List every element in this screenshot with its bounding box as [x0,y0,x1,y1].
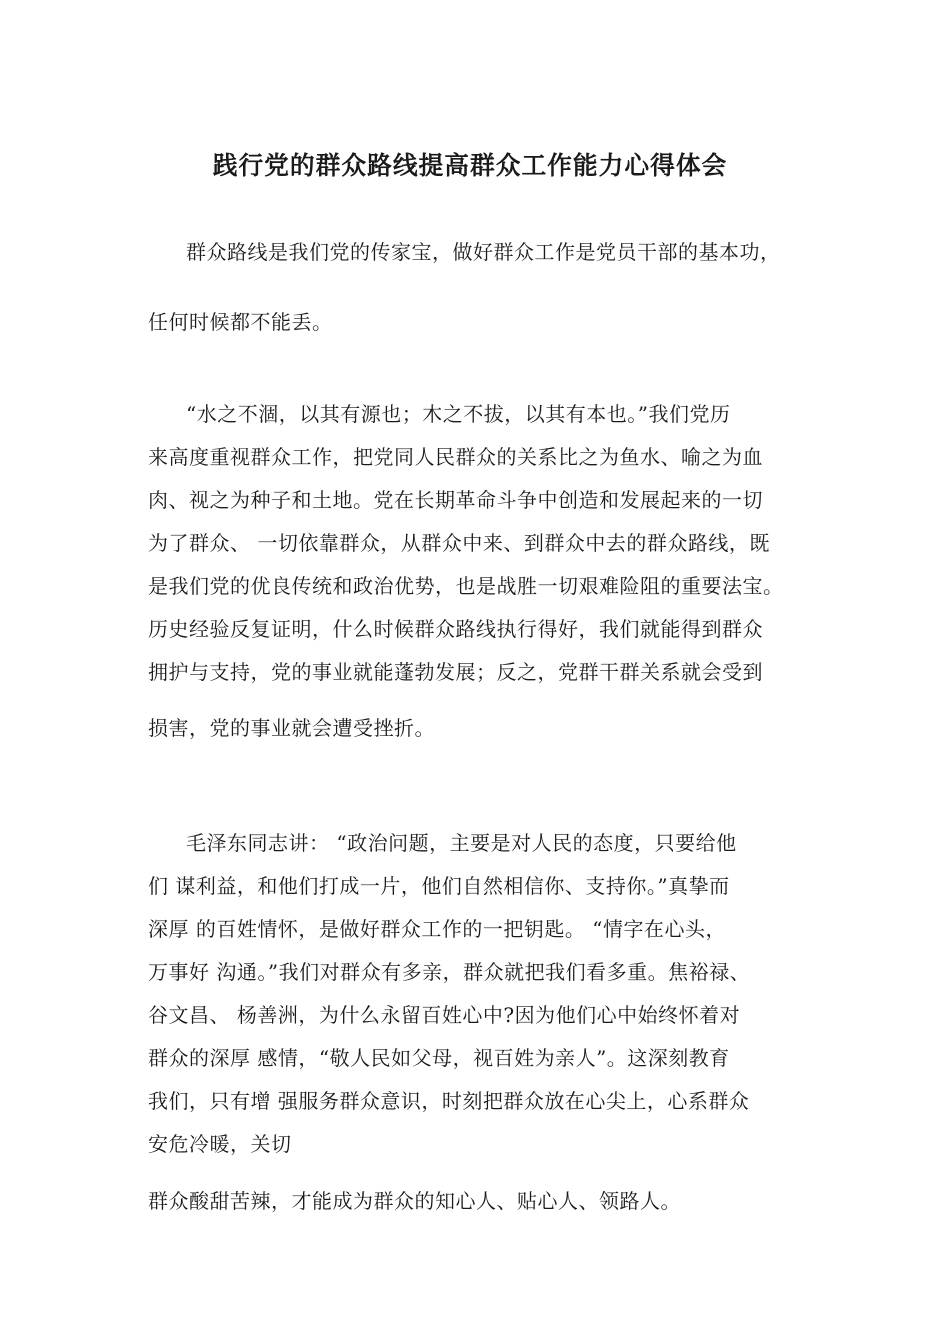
paragraph-3-line-9: 群众酸甜苦辣，才能成为群众的知心人、贴心人、领路人。 [148,1189,681,1213]
document-title: 践行党的群众路线提高群众工作能力心得体会 [212,151,728,180]
paragraph-3-line-1: 毛泽东同志讲： “政治问题，主要是对人民的态度，只要给他 [186,831,737,855]
paragraph-2-line-3: 肉、视之为种子和土地。党在长期革命斗争中创造和发展起来的一切 [148,488,763,512]
paragraph-2-line-8: 损害，党的事业就会遭受挫折。 [148,716,435,740]
paragraph-3-line-2: 们 谋利益，和他们打成一片，他们自然相信你、支持你。”真挚而 [148,874,730,898]
paragraph-3-line-8: 安危冷暖，关切 [148,1132,292,1156]
paragraph-2-line-2: 来高度重视群众工作，把党同人民群众的关系比之为鱼水、喻之为血 [148,445,763,469]
paragraph-3-line-3: 深厚 的百姓情怀，是做好群众工作的一把钥匙。 “情字在心头， [148,917,726,941]
paragraph-3-line-6: 群众的深厚 感情，“敬人民如父母，视百姓为亲人”。这深刻教育 [148,1046,730,1070]
paragraph-2-line-6: 历史经验反复证明，什么时候群众路线执行得好，我们就能得到群众 [148,617,763,641]
paragraph-2-line-4: 为了群众、 一切依靠群众，从群众中来、到群众中去的群众路线，既 [148,531,770,555]
paragraph-3-line-7: 我们，只有增 强服务群众意识，时刻把群众放在心尖上，心系群众 [148,1089,750,1113]
paragraph-2-line-1: “水之不涸，以其有源也；木之不拔，以其有本也。”我们党历 [186,402,731,426]
paragraph-3-line-4: 万事好 沟通。”我们对群众有多亲，群众就把我们看多重。焦裕禄、 [148,960,751,984]
paragraph-2-line-7: 拥护与支持，党的事业就能蓬勃发展；反之，党群干群关系就会受到 [148,660,763,684]
paragraph-1-line-2: 任何时候都不能丢。 [148,310,333,334]
paragraph-3-line-5: 谷文昌、 杨善洲，为什么永留百姓心中?因为他们心中始终怀着对 [148,1003,741,1027]
paragraph-2-line-5: 是我们党的优良传统和政治优势，也是战胜一切艰难险阻的重要法宝。 [148,574,784,598]
paragraph-1-line-1: 群众路线是我们党的传家宝，做好群众工作是党员干部的基本功， [186,240,781,264]
